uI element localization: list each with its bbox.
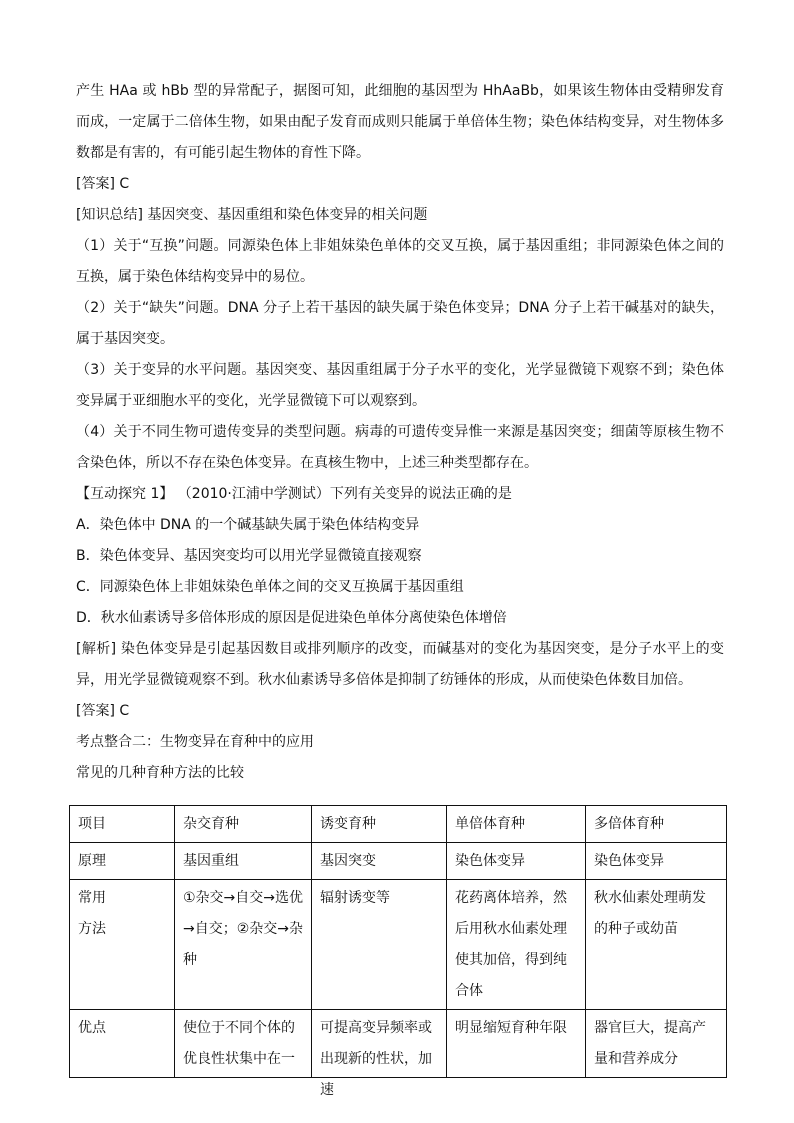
- table-cell: 基因突变: [312, 843, 447, 880]
- table-cell: 秋水仙素处理萌发的种子或幼苗: [586, 880, 727, 1010]
- table-cell: 基因重组: [175, 843, 312, 880]
- table-cell: 辐射诱变等: [312, 880, 447, 1010]
- document-page: [76, 76, 724, 1098]
- summary-item-3: （3）关于变异的水平问题。基因突变、基因重组属于分子水平的变化，光学显微镜下观察不到；染色体变异属于亚细胞水平的变化，光学显微镜下可以观察到。: [76, 362, 724, 409]
- cell-text: 可提高变异频率或出现新的性状，加速: [320, 1020, 432, 1098]
- table-cell: ①杂交→自交→选优→自交；②杂交→杂种: [175, 880, 312, 1010]
- question-stem: 【互动探究 1】 （2010·江浦中学测试）下列有关变异的说法正确的是: [76, 486, 512, 502]
- answer-2: [答案] C: [76, 703, 130, 719]
- knowledge-summary-title: [知识总结] 基因突变、基因重组和染色体变异的相关问题: [76, 207, 428, 223]
- breeding-comparison-table: [69, 805, 727, 1098]
- cell-text: 常用方法: [78, 890, 106, 937]
- table-cell: 优点: [70, 1010, 175, 1078]
- table-cell: 项目: [70, 806, 175, 843]
- option-a: A．染色体中 DNA 的一个碱基缺失属于染色体结构变异: [76, 517, 420, 533]
- table-cell: 单倍体育种: [447, 806, 586, 843]
- section-heading: 考点整合二：生物变异在育种中的应用: [76, 734, 314, 750]
- table-cell: 诱变育种: [312, 806, 447, 843]
- answer-1: [答案] C: [76, 176, 130, 192]
- analysis: [解析] 染色体变异是引起基因数目或排列顺序的改变，而碱基对的变化为基因突变，是分子水平上的变异，用光学显微镜观察不到。秋水仙素诱导多倍体是抑制了纺锤体的形成，从而使染色体数目加倍。: [76, 641, 724, 688]
- table-caption: 常见的几种育种方法的比较: [76, 765, 244, 781]
- table-cell: 花药离体培养，然后用秋水仙素处理使其加倍，得到纯合体: [447, 880, 586, 1010]
- table-cell: 染色体变异: [447, 843, 586, 880]
- table-row: [70, 806, 727, 843]
- table-cell: 多倍体育种: [586, 806, 727, 843]
- paragraph-intro: 产生 HAa 或 hBb 型的异常配子，据图可知，此细胞的基因型为 HhAaBb，如果该生物体由受精卵发育而成，一定属于二倍体生物，如果由配子发育而成则只能属于单倍体生物；染色体结构变异，对生物体多数都是有害的，有可能引起生物体的育性下降。: [76, 83, 724, 161]
- option-d: D．秋水仙素诱导多倍体形成的原因是促进染色单体分离使染色体增倍: [76, 610, 507, 626]
- table-cell: 明显缩短育种年限: [447, 1010, 586, 1078]
- cell-text: 使位于不同个体的优良性状集中在一: [183, 1020, 295, 1067]
- summary-item-4: （4）关于不同生物可遗传变异的类型问题。病毒的可遗传变异惟一来源是基因突变；细菌等原核生物不含染色体，所以不存在染色体变异。在真核生物中，上述三种类型都存在。: [76, 424, 724, 471]
- option-b: B．染色体变异、基因突变均可以用光学显微镜直接观察: [76, 548, 422, 564]
- table-cell: 器官巨大，提高产量和营养成分: [586, 1010, 727, 1078]
- table-cell: 杂交育种: [175, 806, 312, 843]
- table-cell: [70, 880, 175, 1010]
- summary-item-1: （1）关于“互换”问题。同源染色体上非姐妹染色单体的交叉互换，属于基因重组；非同源染色体之间的互换，属于染色体结构变异中的易位。: [76, 238, 724, 285]
- table-row: [70, 843, 727, 880]
- summary-item-2: （2）关于“缺失”问题。DNA 分子上若干基因的缺失属于染色体变异；DNA 分子上若干碱基对的缺失，属于基因突变。: [76, 300, 724, 347]
- option-c: C．同源染色体上非姐妹染色单体之间的交叉互换属于基因重组: [76, 579, 464, 595]
- table-cell: 原理: [70, 843, 175, 880]
- table-cell: [175, 1010, 312, 1078]
- table-cell: [312, 1010, 447, 1098]
- table-row: [70, 880, 727, 1010]
- table-row: [70, 1010, 727, 1078]
- table-cell: 染色体变异: [586, 843, 727, 880]
